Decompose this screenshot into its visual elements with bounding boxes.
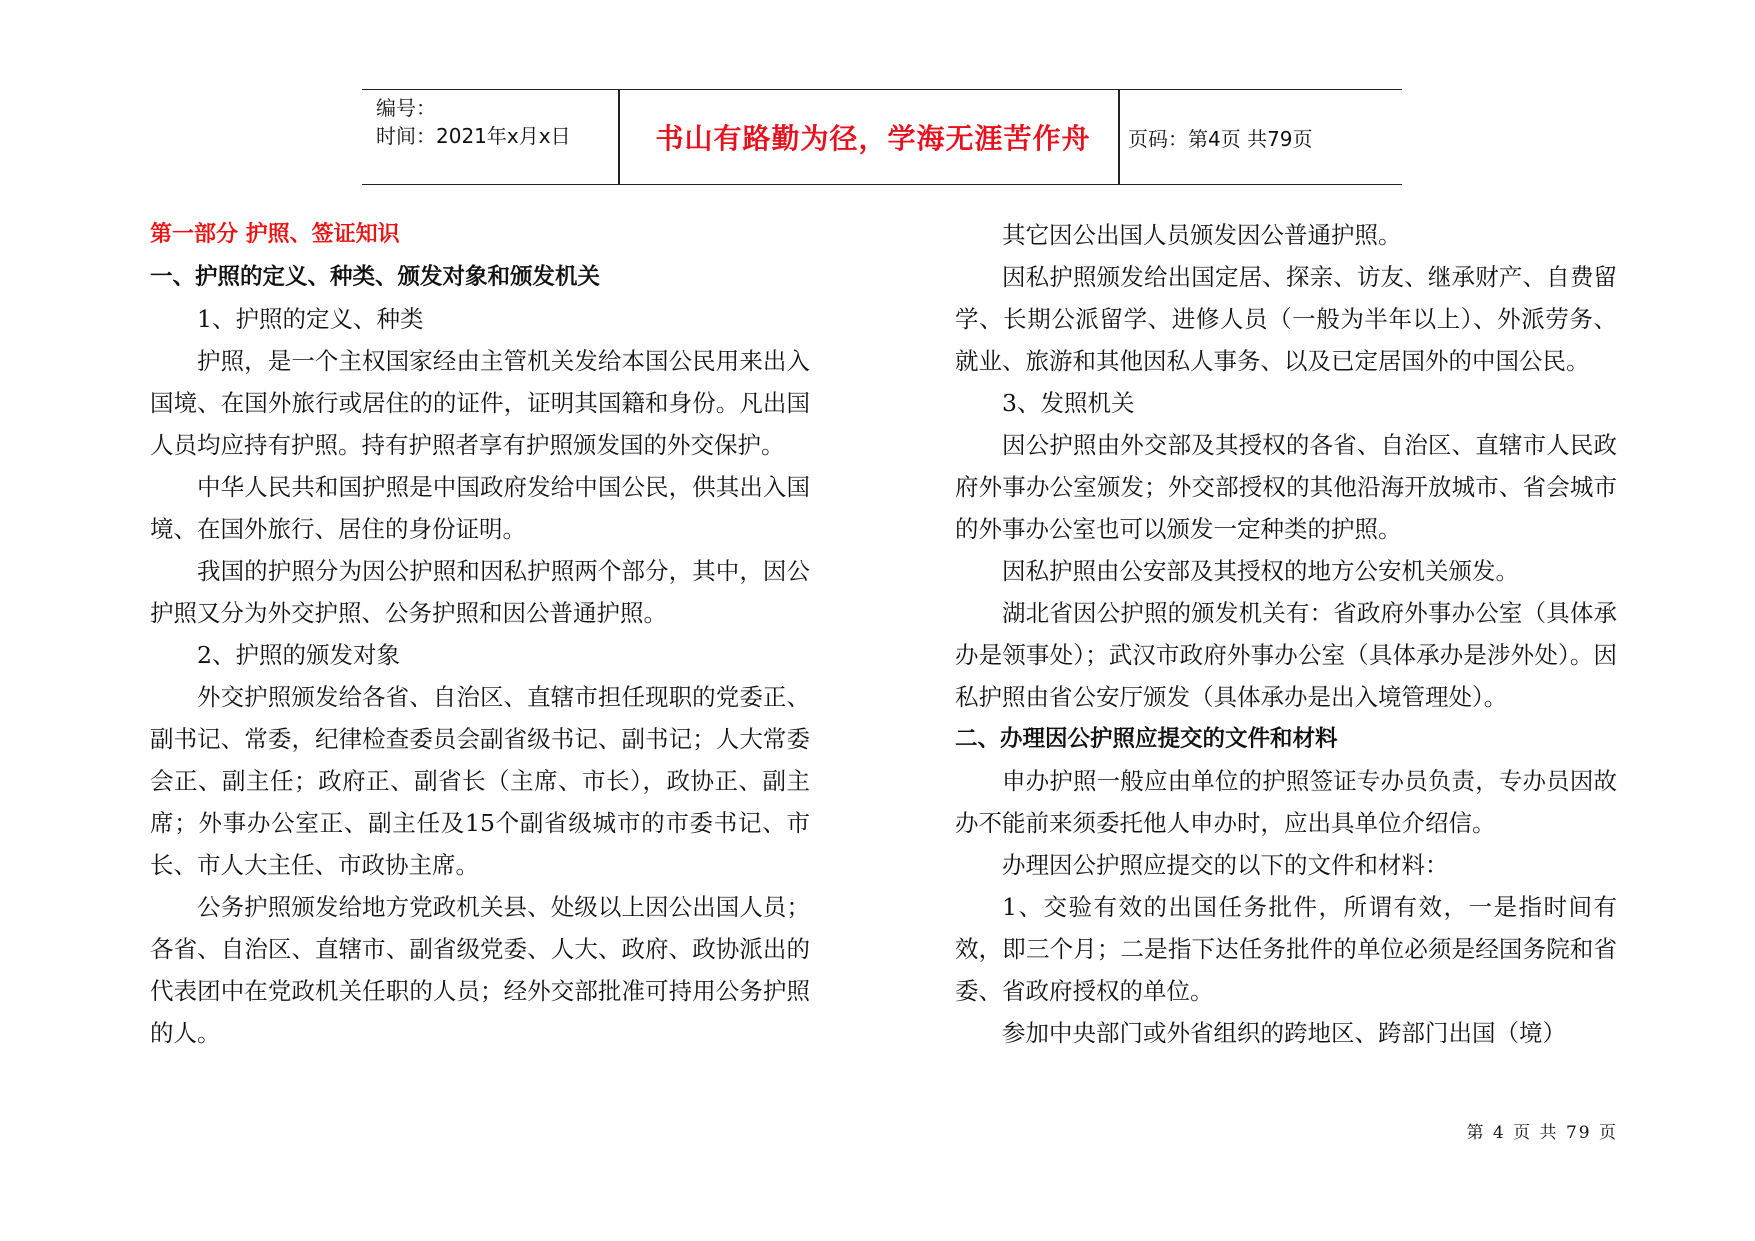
header-divider <box>1118 90 1120 184</box>
header-table <box>362 89 1402 185</box>
paragraph: 中华人民共和国护照是中国政府发给中国公民，供其出入国境、在国外旅行、居住的身份证明。 <box>150 473 810 543</box>
page-label: 页码：第4页 共79页 <box>1128 126 1313 151</box>
paragraph: 其它因公出国人员颁发因公普通护照。 <box>1002 221 1402 249</box>
section-heading: 一、护照的定义、种类、颁发对象和颁发机关 <box>150 264 601 290</box>
header-info <box>376 94 571 150</box>
left-column <box>150 214 810 1054</box>
paragraph: 湖北省因公护照的颁发机关有：省政府外事办公室（具体承办是领事处）；武汉市政府外事办公室（具体承办是涉外处）。因私护照由省公安厅颁发（具体承办是出入境管理处）。 <box>955 599 1617 711</box>
number-label: 编号： <box>376 96 436 120</box>
paragraph: 因公护照由外交部及其授权的各省、自治区、直辖市人民政府外事办公室颁发；外交部授权的其他沿海开放城市、省会城市的外事办公室也可以颁发一定种类的护照。 <box>955 431 1617 543</box>
paragraph: 1、护照的定义、种类 <box>197 305 424 333</box>
paragraph: 公务护照颁发给地方党政机关县、处级以上因公出国人员；各省、自治区、直辖市、副省级党委、人大、政府、政协派出的代表团中在党政机关任职的人员；经外交部批准可持用公务护照的人。 <box>150 893 810 1047</box>
page-footer: 第 4 页 共 79 页 <box>1466 1123 1618 1143</box>
right-column <box>955 214 1617 1054</box>
paragraph: 1、交验有效的出国任务批件，所谓有效，一是指时间有效，即三个月；二是指下达任务批件的单位必须是经国务院和省委、省政府授权的单位。 <box>955 893 1617 1005</box>
time-label: 时间：2021年x月x日 <box>376 124 571 148</box>
paragraph: 外交护照颁发给各省、自治区、直辖市担任现职的党委正、副书记、常委，纪律检查委员会副省级书记、副书记；人大常委会正、副主任；政府正、副省长（主席、市长），政协正、副主席；外事办公室正、副主任及15个副省级城市的市委书记、市长、市人大主任、市政协主席。 <box>150 683 810 879</box>
paragraph: 申办护照一般应由单位的护照签证专办员负责，专办员因故办不能前来须委托他人申办时，应出具单位介绍信。 <box>955 767 1617 837</box>
paragraph: 办理因公护照应提交的以下的文件和材料： <box>1002 851 1449 879</box>
paragraph: 我国的护照分为因公护照和因私护照两个部分，其中，因公护照又分为外交护照、公务护照和因公普通护照。 <box>150 557 810 627</box>
motto: 书山有路勤为径，学海无涯苦作舟 <box>655 122 1091 155</box>
paragraph: 3、发照机关 <box>1002 389 1135 417</box>
paragraph: 护照，是一个主权国家经由主管机关发给本国公民用来出入国境、在国外旅行或居住的的证件，证明其国籍和身份。凡出国人员均应持有护照。持有护照者享有护照颁发国的外交保护。 <box>150 347 810 459</box>
paragraph: 因私护照由公安部及其授权的地方公安机关颁发。 <box>1002 557 1519 585</box>
header-divider <box>618 90 620 184</box>
paragraph: 因私护照颁发给出国定居、探亲、访友、继承财产、自费留学、长期公派留学、进修人员（一般为半年以上）、外派劳务、就业、旅游和其他因私人事务、以及已定居国外的中国公民。 <box>955 263 1617 375</box>
part-title: 第一部分 护照、签证知识 <box>150 222 400 247</box>
paragraph: 2、护照的颁发对象 <box>197 641 400 669</box>
paragraph: 参加中央部门或外省组织的跨地区、跨部门出国（境） <box>1002 1019 1566 1047</box>
section-heading: 二、办理因公护照应提交的文件和材料 <box>955 726 1338 752</box>
